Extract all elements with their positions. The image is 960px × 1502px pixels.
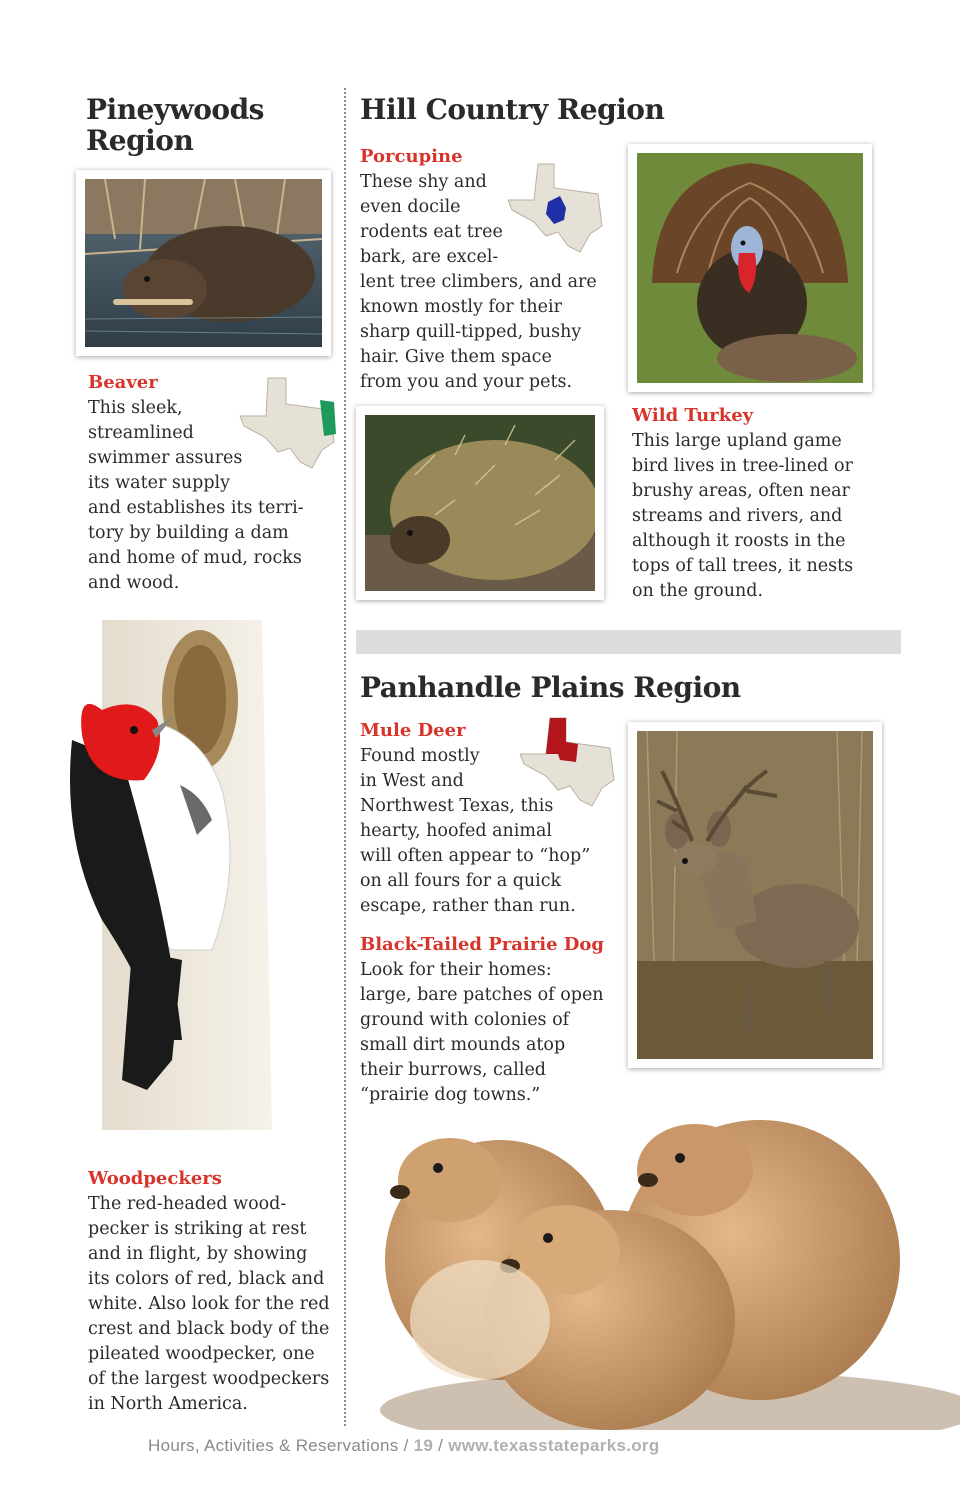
woodpeckers-description: The red-headed wood- pecker is striking at rest and in flight, by showing its colors of red, black and white. Also look for the red crest and black body of the pileated woodpecker, one of the largest woodpeckers in North America. — [88, 1194, 330, 1414]
woodpeckers-name: Woodpeckers — [88, 1168, 222, 1189]
beaver-name: Beaver — [88, 372, 158, 393]
porcupine-description: These shy and even docile rodents eat tree bark, are excel- lent tree climbers, and are known mostly for their sharp quill-tipped, bushy hair. Give them space from you and your pets. — [360, 172, 597, 392]
wild-turkey-description: This large upland game bird lives in tree-lined or brushy areas, often near streams and rivers, and although it roosts in the tops of tall trees, it nests on the ground. — [632, 431, 854, 601]
wild-turkey-name: Wild Turkey — [632, 405, 754, 426]
prairie-dog-name: Black-Tailed Prairie Dog — [360, 934, 604, 955]
beaver-description: This sleek, streamlined swimmer assures its water supply and establishes its terri- tory by building a dam and home of mud, rocks and wood. — [88, 398, 304, 593]
mule-deer-name: Mule Deer — [360, 720, 466, 741]
hill-country-heading: Hill Country Region — [360, 93, 665, 126]
pineywoods-heading: Pineywoods Region — [86, 93, 264, 157]
panhandle-heading: Panhandle Plains Region — [360, 671, 741, 704]
woodpecker-illustration — [62, 620, 330, 1130]
wild-turkey-photo — [628, 144, 872, 392]
porcupine-photo — [356, 406, 604, 600]
page-number: 19 — [413, 1436, 434, 1455]
footer-separator: / — [438, 1436, 444, 1455]
prairie-dogs-photo — [350, 1110, 960, 1430]
page-footer — [148, 1436, 660, 1456]
section-band — [356, 630, 901, 654]
mule-deer-description: Found mostly in West and Northwest Texas, this hearty, hoofed animal will often appear to “hop” on all fours for a quick escape, rather than run. — [360, 746, 591, 916]
mule-deer-photo — [628, 722, 882, 1068]
footer-section: Hours, Activities & Reservations — [148, 1436, 399, 1455]
beaver-photo — [76, 170, 331, 356]
porcupine-name: Porcupine — [360, 146, 463, 167]
footer-separator: / — [403, 1436, 409, 1455]
website-link[interactable]: www.texasstateparks.org — [448, 1436, 660, 1455]
column-divider — [344, 88, 346, 1426]
prairie-dog-description: Look for their homes: large, bare patches of open ground with colonies of small dirt mounds atop their burrows, called “prairie dog towns.” — [360, 960, 604, 1105]
